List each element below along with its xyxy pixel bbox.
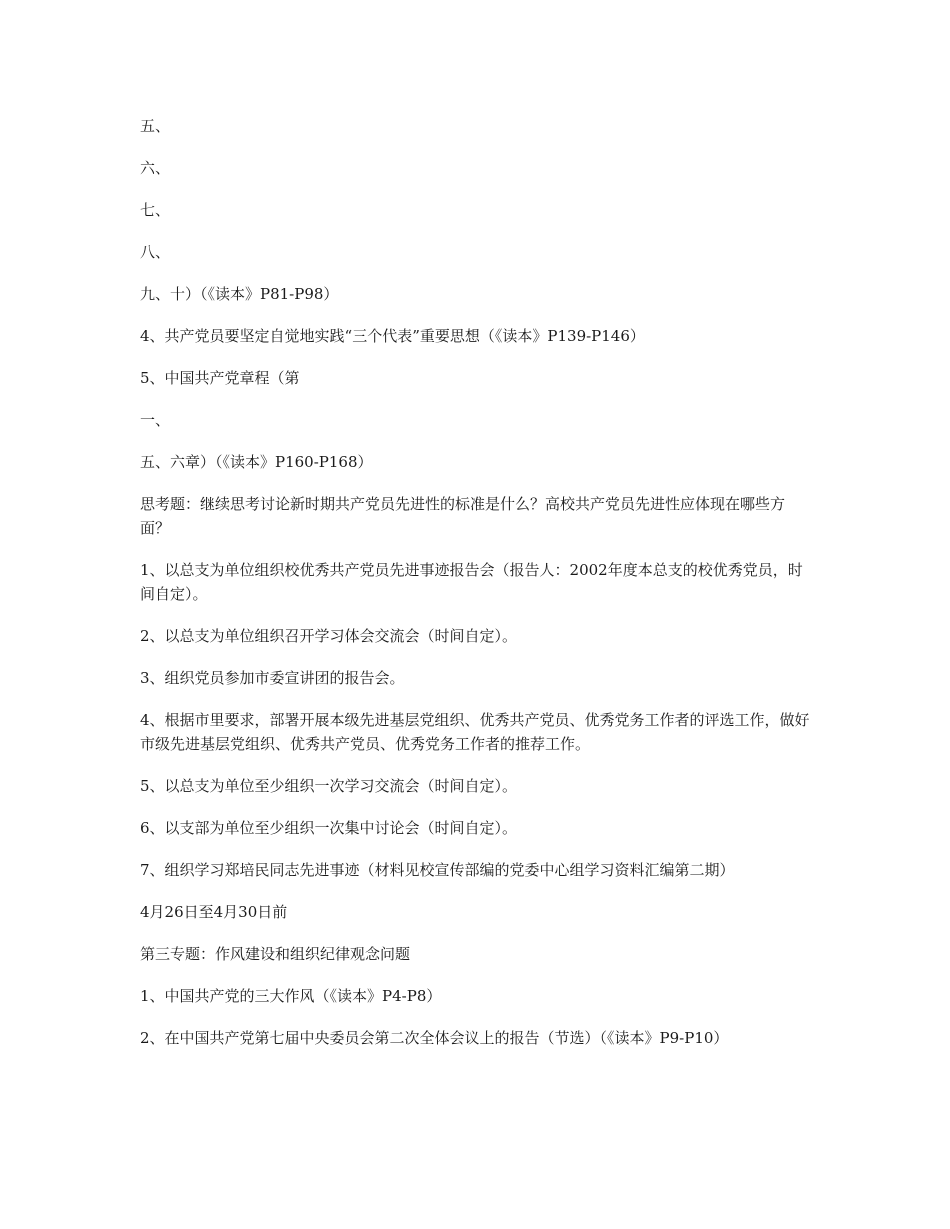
paragraph: 第三专题：作风建设和组织纪律观念问题 bbox=[140, 945, 411, 963]
paragraph: 八、 bbox=[140, 243, 171, 261]
paragraph: 九、十）（《读本》P81-P98） bbox=[140, 285, 339, 303]
paragraph: 五、 bbox=[140, 117, 171, 135]
paragraph: 5、中国共产党章程（第 bbox=[140, 369, 300, 387]
paragraph: 4月26日至4月30日前 bbox=[140, 903, 288, 921]
paragraph: 1、中国共产党的三大作风（《读本》P4-P8） bbox=[140, 987, 442, 1005]
paragraph: 3、组织党员参加市委宣讲团的报告会。 bbox=[140, 669, 405, 687]
paragraph: 六、 bbox=[140, 159, 171, 177]
paragraph: 五、六章）（《读本》P160-P168） bbox=[140, 453, 373, 471]
paragraph: 1、以总支为单位组织校优秀共产党员先进事迹报告会（报告人：2002年度本总支的校优秀党员，时间自定）。 bbox=[140, 561, 803, 603]
paragraph: 2、以总支为单位组织召开学习体会交流会（时间自定）。 bbox=[140, 627, 518, 645]
paragraph: 7、组织学习郑培民同志先进事迹（材料见校宣传部编的党委中心组学习资料汇编第二期） bbox=[140, 861, 735, 879]
paragraph: 5、以总支为单位至少组织一次学习交流会（时间自定）。 bbox=[140, 777, 518, 795]
paragraph: 七、 bbox=[140, 201, 171, 219]
paragraph: 4、共产党员要坚定自觉地实践“三个代表”重要思想（《读本》P139-P146） bbox=[140, 327, 645, 345]
document-body bbox=[140, 114, 812, 1068]
paragraph: 一、 bbox=[140, 411, 171, 429]
paragraph: 4、根据市里要求，部署开展本级先进基层党组织、优秀共产党员、优秀党务工作者的评选工作，做好市级先进基层党组织、优秀共产党员、优秀党务工作者的推荐工作。 bbox=[140, 711, 810, 753]
paragraph: 6、以支部为单位至少组织一次集中讨论会（时间自定）。 bbox=[140, 819, 518, 837]
paragraph: 2、在中国共产党第七届中央委员会第二次全体会议上的报告（节选）（《读本》P9-P10） bbox=[140, 1029, 729, 1047]
paragraph: 思考题：继续思考讨论新时期共产党员先进性的标准是什么？高校共产党员先进性应体现在哪些方面？ bbox=[140, 495, 786, 537]
